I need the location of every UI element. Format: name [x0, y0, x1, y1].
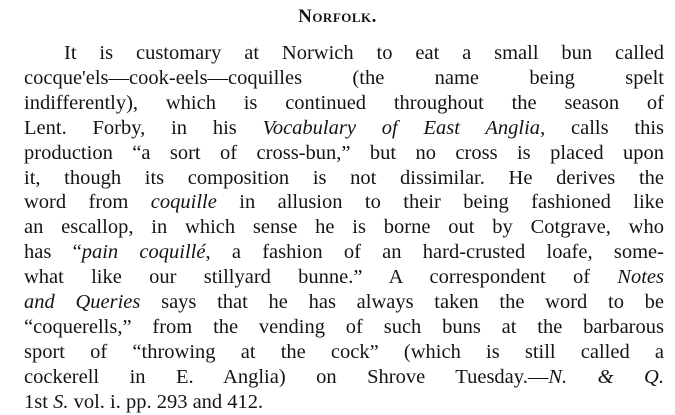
text-segment: It is customary at Norwich to eat a small bun called: [64, 42, 664, 64]
text-segment: word from: [24, 191, 151, 214]
text-segment: , calls this: [540, 116, 664, 139]
text-segment: it, though its composition is not dissimilar. He derives the: [24, 166, 664, 189]
text-line: [24, 66, 664, 91]
text-segment: vol. i. pp. 293 and 412.: [68, 390, 264, 413]
text-segment: indifferently), which is continued throughout the season of: [24, 91, 664, 114]
text-segment: has “: [24, 241, 82, 264]
text-line: [24, 116, 664, 141]
text-segment: , a fashion of an hard-crusted loafe, some-: [205, 241, 664, 264]
body-paragraph: [24, 41, 664, 415]
text-line: [24, 215, 664, 240]
italic-text: Notes: [617, 266, 664, 289]
italic-text: and Queries: [24, 291, 141, 314]
text-segment: in allusion to their being fashioned like: [216, 191, 665, 214]
text-segment: sport of “throwing at the cock” (which is still called a: [24, 340, 664, 363]
section-heading: Norfolk.: [298, 6, 377, 27]
text-line: [24, 315, 664, 340]
text-line: [24, 91, 664, 116]
italic-text: Vocabulary of East Anglia: [262, 116, 541, 139]
text-segment: an escallop, in which sense he is borne out by Cotgrave, who: [24, 216, 664, 239]
italic-text: S.: [53, 390, 69, 413]
text-segment: what like our stillyard bunne.” A correspondent of: [24, 266, 618, 289]
text-line: [24, 365, 664, 390]
text-segment: cockerell in E. Anglia) on Shrove Tuesday.—: [24, 365, 549, 388]
text-line: [24, 190, 664, 215]
text-segment: Lent. Forby, in his: [24, 116, 263, 139]
italic-text: coquille: [150, 191, 217, 214]
text-line: [24, 390, 664, 415]
text-segment: production “a sort of cross-bun,” but no cross is placed upon: [24, 141, 664, 164]
text-line: [24, 166, 664, 191]
text-segment: “coquerells,” from the vending of such buns at the barbarous: [24, 315, 664, 338]
text-line: [24, 340, 664, 365]
text-segment: 1st: [24, 390, 54, 413]
text-line: [24, 240, 664, 265]
text-line: [24, 141, 664, 166]
italic-text: pain coquillé: [81, 241, 206, 264]
text-segment: cocque'els—cook-eels—coquilles (the name being spelt: [24, 66, 664, 89]
text-segment: says that he has always taken the word to be: [140, 291, 665, 314]
text-line: [24, 265, 664, 290]
text-line: [24, 290, 664, 315]
text-line: [24, 41, 664, 66]
italic-text: N. & Q.: [548, 365, 664, 388]
